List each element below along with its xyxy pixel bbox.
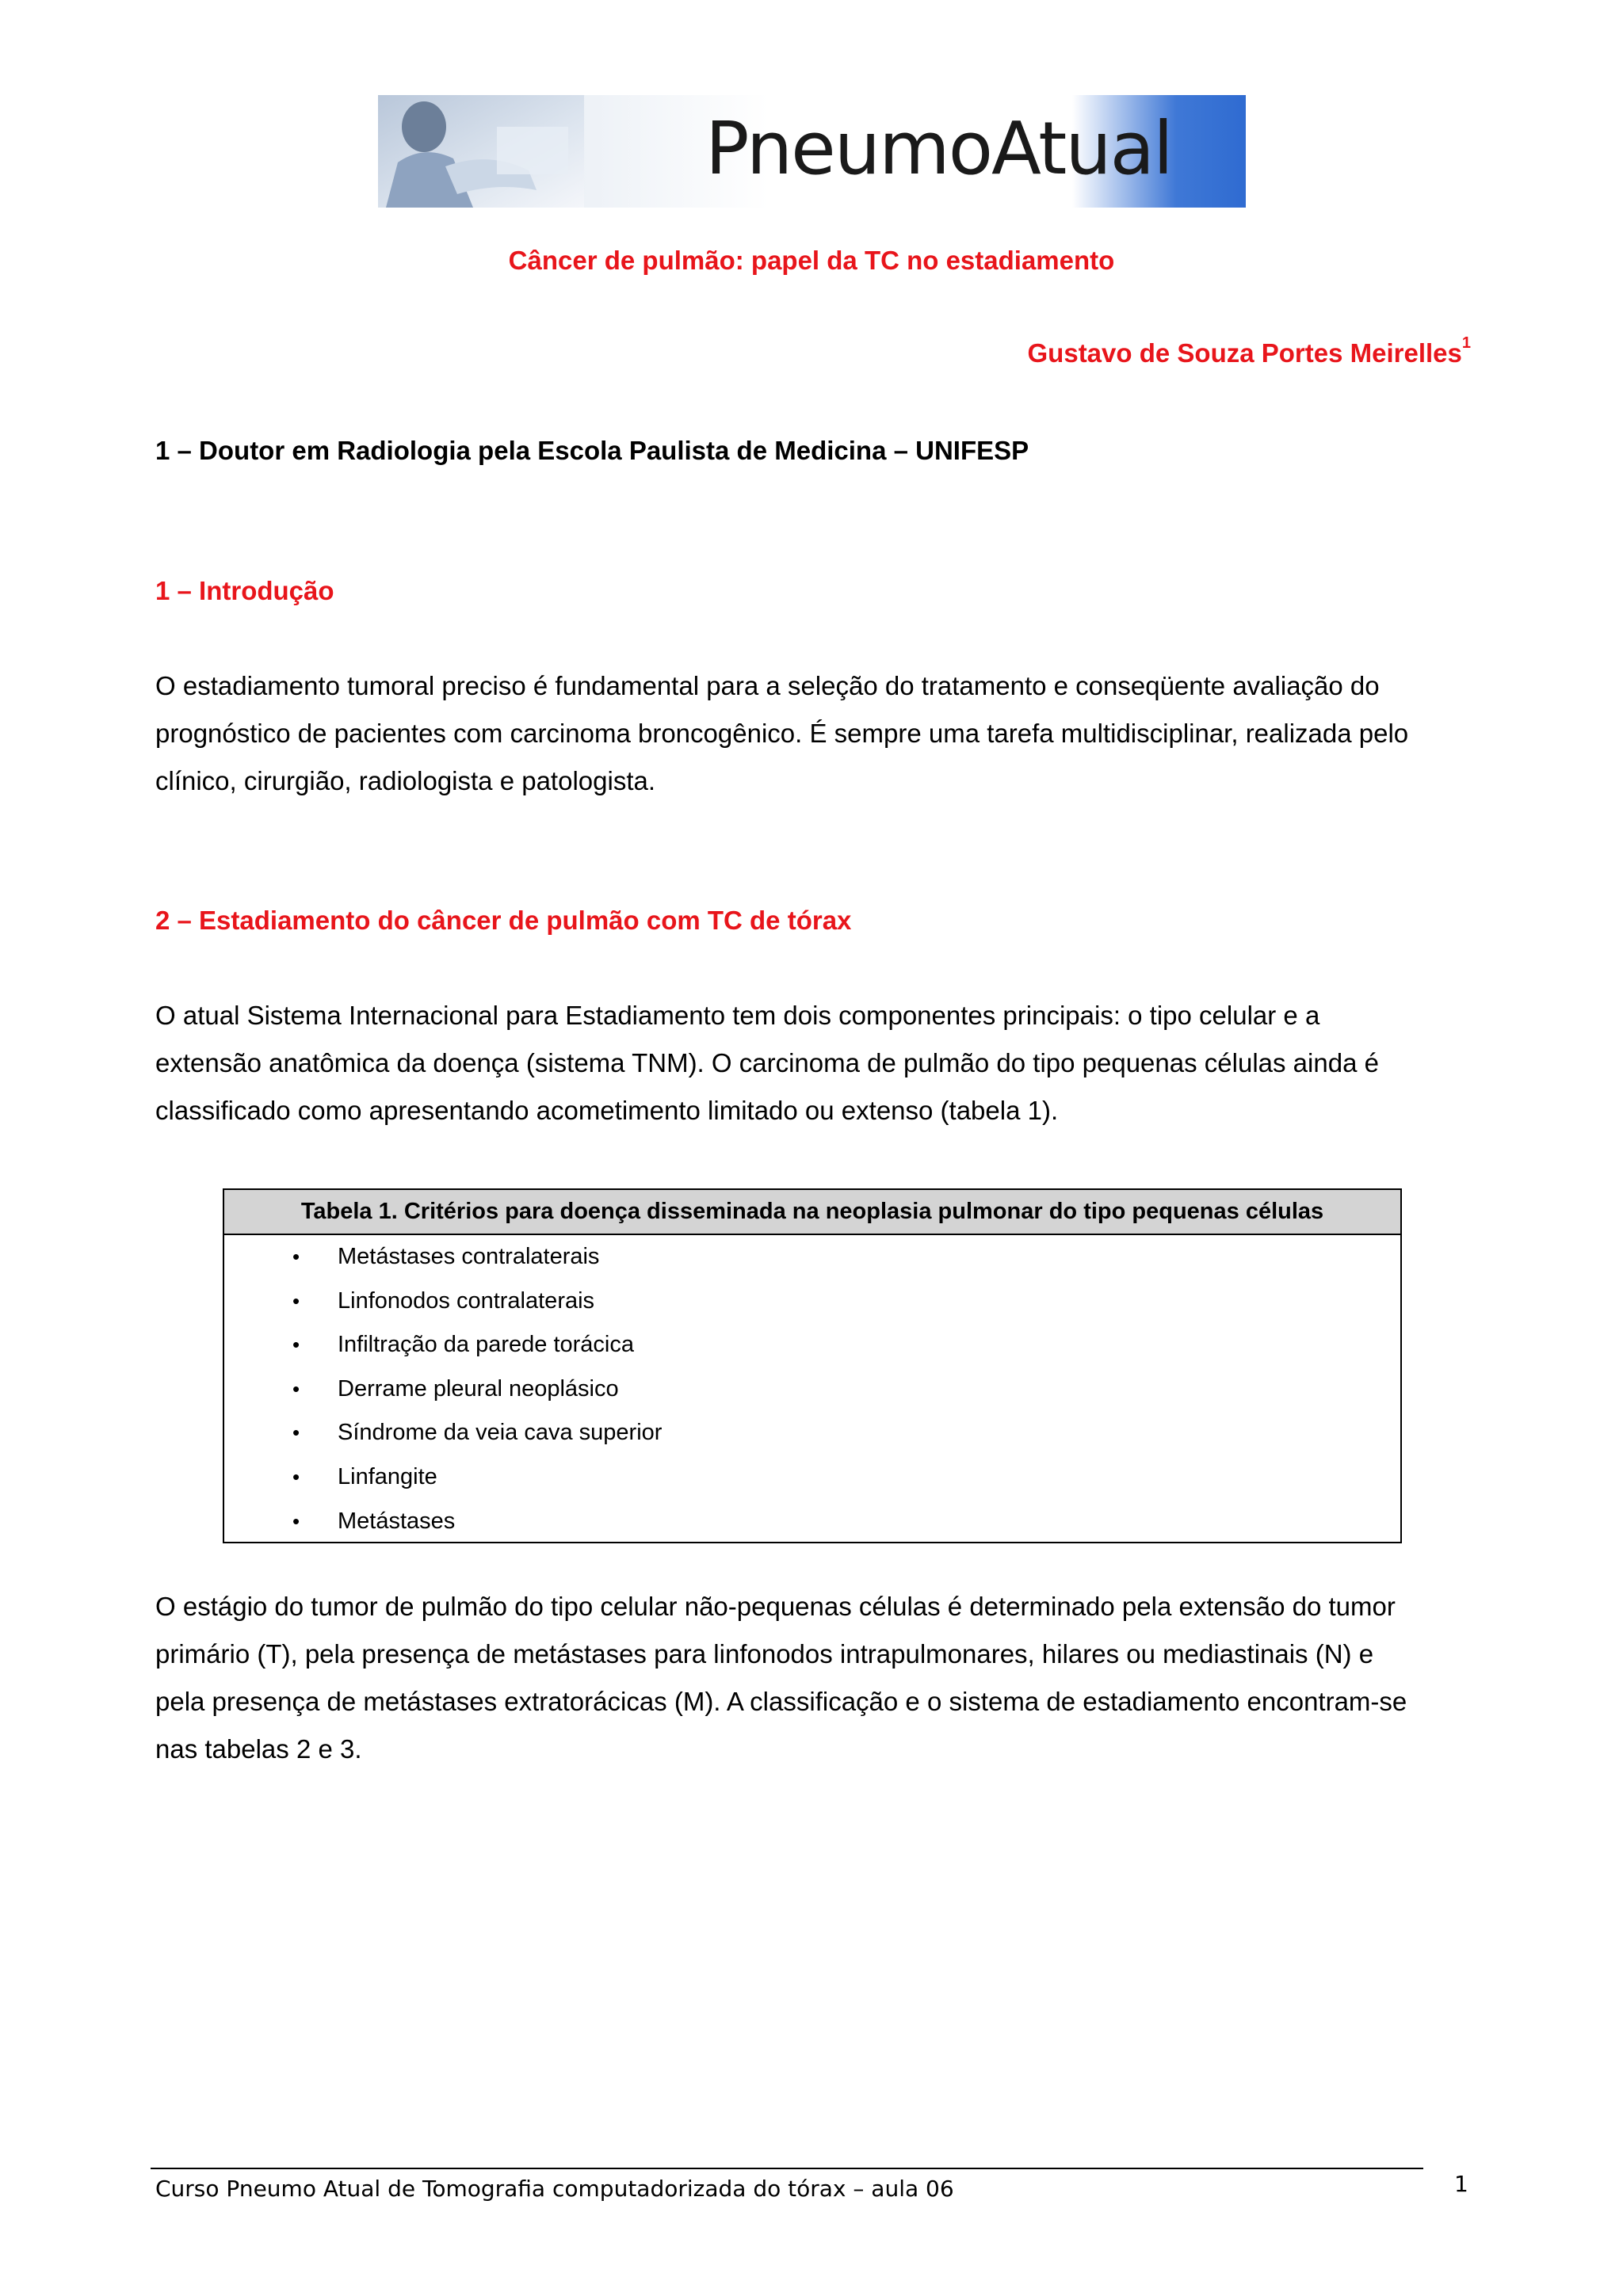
bullet-icon: • [292,1421,300,1445]
page-number: 1 [1454,2171,1468,2197]
table-1-caption: Tabela 1. Critérios para doença disseminada na neoplasia pulmonar do tipo pequenas células [224,1190,1400,1235]
list-item [224,1367,1400,1412]
paragraph-line: clínico, cirurgião, radiologista e patologista. [155,766,656,795]
table-1-list [224,1235,1400,1543]
bullet-icon: • [292,1333,300,1357]
list-item-text: Síndrome da veia cava superior [338,1420,663,1446]
paragraph-line: nas tabelas 2 e 3. [155,1734,362,1764]
closing-paragraph [155,1583,1471,1773]
paragraph-line: O estadiamento tumoral preciso é fundamental para a seleção do tratamento e conseqüente avaliação do [155,671,1380,700]
section-paragraph-estadiamento [155,992,1471,1135]
list-item-text: Infiltração da parede torácica [338,1332,634,1358]
list-item-text: Linfangite [338,1463,437,1489]
paragraph-line: prognóstico de pacientes com carcinoma broncogênico. É sempre uma tarefa multidisciplinar, realizada pelo [155,719,1409,748]
footer-divider [151,2168,1423,2169]
bullet-icon: • [292,1464,300,1489]
bullet-icon: • [292,1288,300,1313]
list-item-text: Derrame pleural neoplásico [338,1375,619,1402]
paragraph-line: O estágio do tumor de pulmão do tipo celular não-pequenas células é determinado pela extensão do tumor [155,1592,1396,1621]
list-item-text: Metástases contralaterais [338,1244,600,1269]
list-item [224,1500,1400,1544]
section-paragraph-introducao [155,662,1471,805]
list-item [224,1280,1400,1324]
section-heading-estadiamento: 2 – Estadiamento do câncer de pulmão com TC de tórax [155,906,852,935]
author-name: Gustavo de Souza Portes Meirelles [1027,338,1462,368]
list-item-text: Metástases [338,1508,456,1534]
header-banner [378,95,1246,208]
paragraph-line: classificado como apresentando acometimento limitado ou extenso (tabela 1). [155,1096,1059,1125]
list-item [224,1411,1400,1455]
list-item [224,1455,1400,1500]
bullet-icon: • [292,1508,300,1533]
paragraph-line: O atual Sistema Internacional para Estadiamento tem dois componentes principais: o tipo celular e a [155,1001,1320,1030]
table-1 [223,1188,1402,1543]
author-affiliation: 1 – Doutor em Radiologia pela Escola Paulista de Medicina – UNIFESP [155,436,1029,465]
paragraph-line: primário (T), pela presença de metástases para linfonodos intrapulmonares, hilares ou mediastinais (N) e [155,1639,1374,1669]
list-item [224,1323,1400,1367]
bullet-icon: • [292,1245,300,1268]
paragraph-line: pela presença de metástases extratorácicas (M). A classificação e o sistema de estadiamento encontram-se [155,1687,1407,1716]
footer-course-text: Curso Pneumo Atual de Tomografia computadorizada do tórax – aula 06 [155,2176,954,2202]
document-title: Câncer de pulmão: papel da TC no estadiamento [508,246,1115,275]
author-line [1027,334,1471,368]
pneumoatual-logo-text: PneumoAtual [705,106,1172,191]
list-item-text: Linfonodos contralaterais [338,1287,595,1314]
section-heading-introducao: 1 – Introdução [155,576,334,605]
author-footnote-mark: 1 [1461,334,1471,352]
paragraph-line: extensão anatômica da doença (sistema TNM). O carcinoma de pulmão do tipo pequenas células ainda é [155,1048,1379,1077]
bullet-icon: • [292,1376,300,1401]
doctor-photo-image [378,95,584,208]
list-item [224,1235,1400,1280]
